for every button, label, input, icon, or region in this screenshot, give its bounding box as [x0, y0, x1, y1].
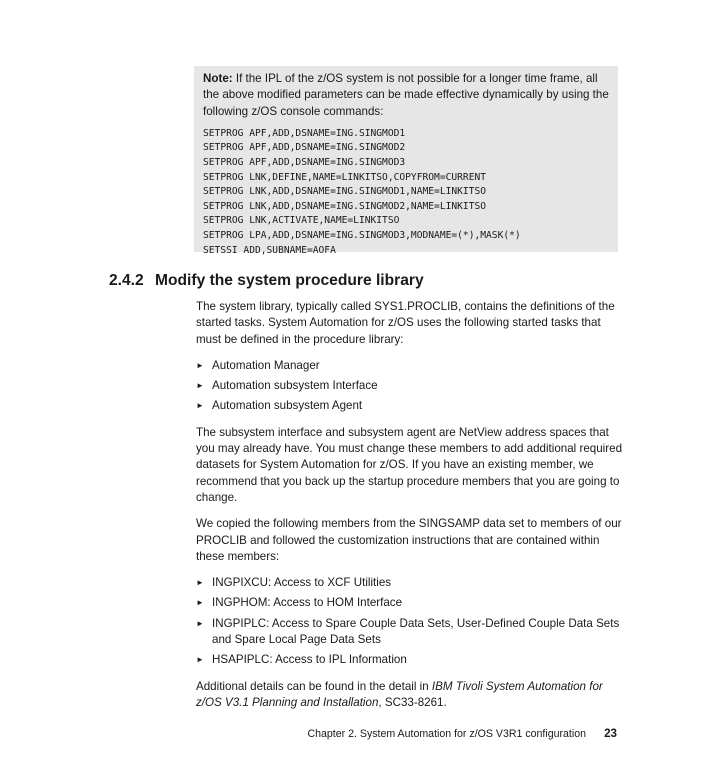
list-item-text: HSAPIPLC: Access to IPL Information — [212, 653, 407, 667]
paragraph-end: , SC33-8261. — [378, 695, 447, 709]
bullet-icon: ► — [196, 618, 204, 628]
section-number: 2.4.2 — [109, 272, 144, 289]
list-item — [196, 652, 624, 668]
bullet-icon: ► — [196, 401, 204, 411]
list-item — [196, 575, 624, 591]
list-item — [196, 616, 624, 649]
note-label: Note: — [203, 72, 233, 85]
command-line: SETPROG LNK,ADD,DSNAME=ING.SINGMOD2,NAME=LINKITSO — [203, 200, 487, 212]
list-item — [196, 595, 624, 611]
paragraph-start: Additional details can be found in the detail in — [196, 679, 432, 693]
page-number: 23 — [604, 727, 617, 740]
bullet-icon: ► — [196, 360, 204, 370]
section-title: Modify the system procedure library — [155, 272, 424, 289]
bullet-icon: ► — [196, 655, 204, 665]
paragraph: The system library, typically called SYS1.PROCLIB, contains the definitions of the started tasks. System Automation for z/OS uses the following started tasks that must be defined in the procedure library: — [196, 300, 615, 346]
command-line: SETSSI ADD,SUBNAME=AOFA — [203, 244, 336, 256]
book-title: IBM Tivoli System Automation for z/OS V3.1 Planning and Installation — [196, 679, 603, 709]
list-item-text: Automation Manager — [212, 358, 320, 372]
bullet-icon: ► — [196, 381, 204, 391]
paragraph — [196, 679, 624, 712]
command-line: SETPROG LNK,DEFINE,NAME=LINKITSO,COPYFROM=CURRENT — [203, 171, 487, 183]
paragraph: The subsystem interface and subsystem agent are NetView address spaces that you may already have. You must change these members to add additional required datasets for System Automation for z/OS. If you have an existing member, we recommend that you back up the startup procedure members that you are going to change. — [196, 425, 623, 504]
console-commands — [203, 127, 609, 258]
note-text — [203, 71, 609, 120]
command-line: SETPROG APF,ADD,DSNAME=ING.SINGMOD3 — [203, 157, 406, 169]
body-text — [196, 299, 624, 721]
command-line: SETPROG LPA,ADD,DSNAME=ING.SINGMOD3,MODNAME=(*),MASK(*) — [203, 230, 521, 242]
note-box — [194, 66, 618, 256]
list-item — [196, 378, 624, 394]
list-item-text: INGPHOM: Access to HOM Interface — [212, 596, 403, 610]
section-heading — [109, 272, 424, 290]
started-tasks-list — [196, 358, 624, 415]
command-line: SETPROG APF,ADD,DSNAME=ING.SINGMOD2 — [203, 142, 406, 154]
list-item-text: INGPIXCU: Access to XCF Utilities — [212, 576, 392, 590]
paragraph: We copied the following members from the SINGSAMP data set to members of our PROCLIB and followed the customization instructions that are contained within these members: — [196, 517, 622, 563]
bullet-icon: ► — [196, 578, 204, 588]
list-item — [196, 358, 624, 374]
list-item-text: Automation subsystem Agent — [212, 399, 363, 413]
command-line: SETPROG LNK,ACTIVATE,NAME=LINKITSO — [203, 215, 400, 227]
list-item-text: Automation subsystem Interface — [212, 379, 378, 393]
command-line: SETPROG LNK,ADD,DSNAME=ING.SINGMOD1,NAME=LINKITSO — [203, 186, 487, 198]
list-item — [196, 398, 624, 414]
members-list — [196, 575, 624, 668]
note-body: If the IPL of the z/OS system is not possible for a longer time frame, all the above modified parameters can be made effective dynamically by using the following z/OS console commands: — [203, 72, 609, 118]
list-item-text: INGPIPLC: Access to Spare Couple Data Sets, User-Defined Couple Data Sets and Spare Local Page Data Sets — [212, 616, 620, 647]
command-line: SETPROG APF,ADD,DSNAME=ING.SINGMOD1 — [203, 127, 406, 139]
bullet-icon: ► — [196, 598, 204, 608]
footer-chapter: Chapter 2. System Automation for z/OS V3R1 configuration — [307, 728, 586, 740]
